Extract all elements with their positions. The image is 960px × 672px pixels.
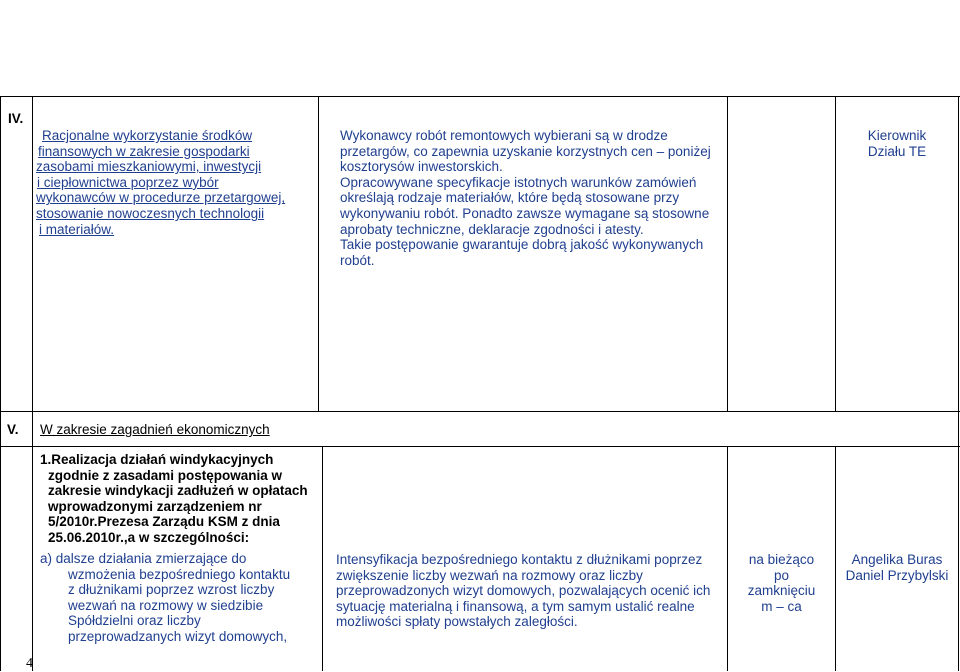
row-v-number: V. [7,422,19,437]
row-v-task-bold-line: 1.Realizacja działań windykacyjnych [40,452,274,467]
column-divider-task-lower [322,446,323,671]
row-v-deadline-line: m – ca [761,598,802,614]
table-row-divider-inner [0,446,960,447]
table-row-divider [0,411,960,412]
row-iv-number: IV. [8,111,24,126]
row-v-responsible-line: Angelika Buras [851,552,943,567]
row-iv-task-line: Racjonalne wykorzystanie środków [42,128,253,143]
row-iv-task-line: i ciepłownictwa poprzez wybór [37,174,219,190]
row-iv-task-line: zasobami mieszkaniowymi, inwestycji [36,159,262,175]
row-iv-description-line: kosztorysów inwestorskich. [340,159,503,175]
row-iv-description-line: przetargów, co zapewnia uzyskanie korzystnych cen – poniżej [340,143,711,159]
row-iv-task-line: i materiałów. [39,221,115,237]
column-divider-description [727,96,728,411]
row-v-description-line: zwiększenie liczby wezwań na rozmowy oraz liczby [336,567,643,583]
row-iv-responsible-line: Działu TE [867,143,927,159]
row-iv-task-line: wykonawców w procedurze przetargowej, [36,190,286,206]
row-iv-description-line: określają rodzaje materiałów, które będą stosowane przy [340,190,680,206]
column-divider-task [318,96,319,411]
row-v-description-line: przeprowadzonych wizyt domowych, pozwalających ocenić ich [336,583,711,599]
row-v-task-bold-line: wprowadzonymi zarządzeniem nr [48,498,262,514]
row-iv-description-line: wykonywaniu robót. Ponadto zawsze wymagane są stosowne [340,206,710,221]
row-v-task-bold-line: 5/2010r.Prezesa Zarządu KSM z dnia [48,514,280,530]
table-border-top [0,96,960,97]
row-v-task-line: wezwań na rozmowy w siedzibie [68,597,264,613]
row-v-task-bold-line: 25.06.2010r.,a w szczególności: [48,530,250,545]
row-iv-description-line: Opracowywane specyfikacje istotnych warunków zamówień [340,174,697,190]
row-v-deadline-line: po [773,567,790,583]
row-v-task-line: a) dalsze działania zmierzające do [40,551,247,566]
row-v-description-line: Intensyfikacja bezpośredniego kontaktu z dłużnikami poprzez [336,552,703,567]
table-border-left [0,96,1,671]
row-v-deadline-line: zamknięciu [747,583,816,599]
row-iv-task-line: finansowych w zakresie gospodarki [38,143,250,159]
row-iv-description-line: Takie postępowanie gwarantuje dobrą jakość wykonywanych [340,237,704,253]
row-v-task-bold-line: zgodnie z zasadami postępowania w [48,467,283,483]
row-v-task-line: wzmożenia bezpośredniego kontaktu [68,566,291,582]
row-v-description-line: sytuację materialną i finansową, a tym samym ustalić realne [336,598,695,614]
row-v-task-line: przeprowadzanych wizyt domowych, [68,629,288,644]
row-v-deadline-line: na bieżąco [748,552,815,567]
row-v-task-line: z dłużnikami poprzez wzrost liczby [68,582,275,598]
row-iv-description-line: aprobaty techniczne, deklaracje zgodności i atesty. [340,221,644,237]
column-divider-number [32,96,33,671]
page-number: 4 [26,656,33,671]
row-v-task-bold-line: zakresie windykacji zadłużeń w opłatach [48,483,308,499]
row-iv-description-line: Wykonawcy robót remontowych wybierani są w drodze [340,128,668,143]
table-border-right [958,96,959,671]
row-iv-responsible-line: Kierownik [867,128,927,143]
row-v-task-line: Spółdzielni oraz liczby [68,613,201,629]
row-v-description-line: możliwości spłaty powstałych zaległości. [336,614,578,630]
row-v-heading: W zakresie zagadnień ekonomicznych [40,422,270,437]
row-iv-description-line: robót. [340,252,375,268]
row-v-responsible-line: Daniel Przybylski [845,567,949,583]
row-iv-task-line: stosowanie nowoczesnych technologii [36,206,265,221]
